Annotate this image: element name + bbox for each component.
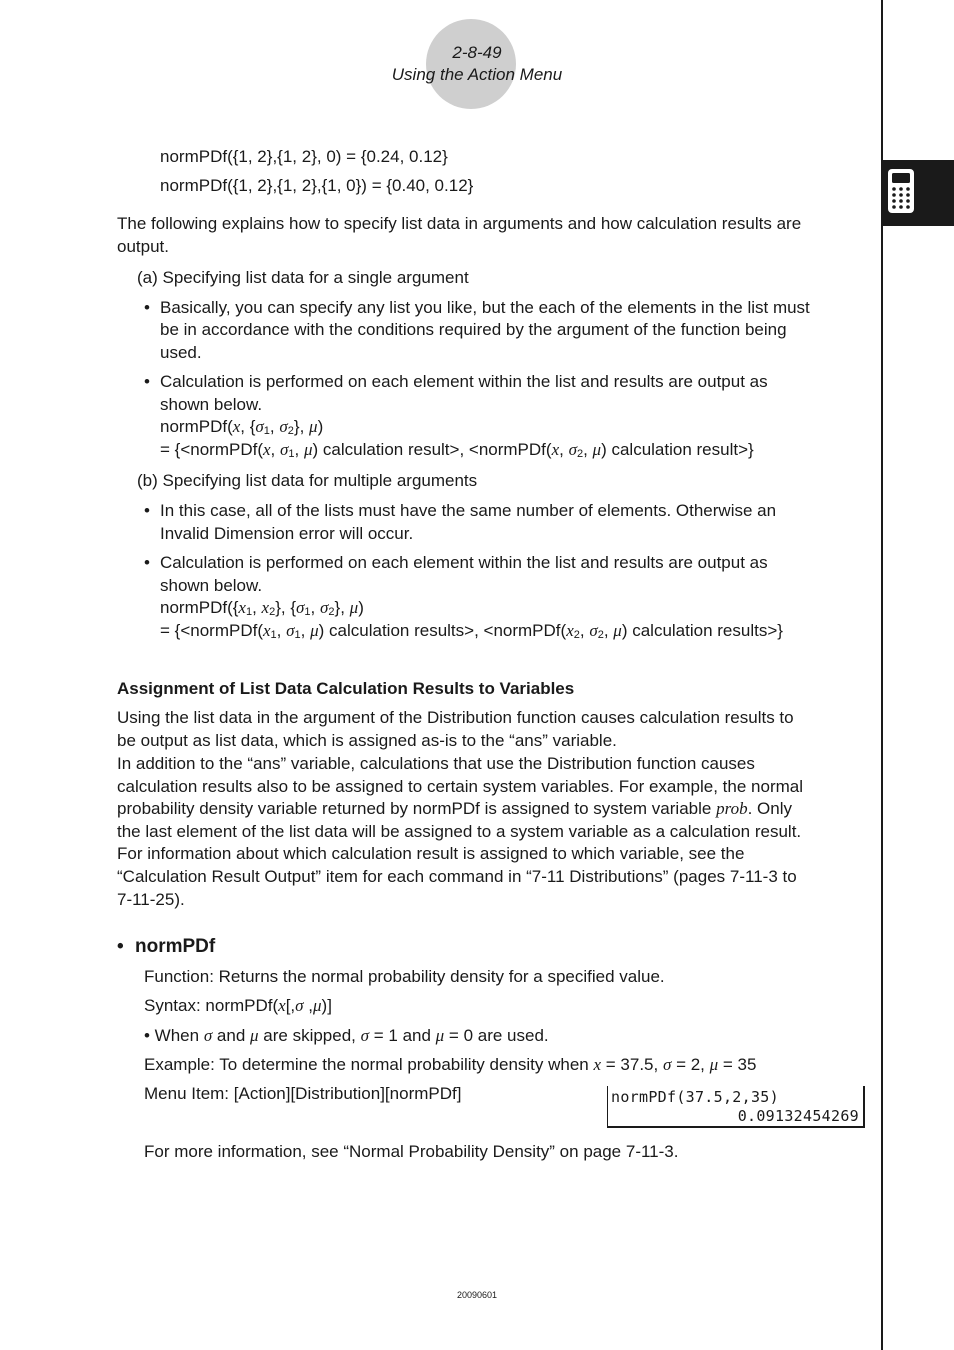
page-number: 2-8-49 <box>452 43 502 62</box>
section-a-formula-result: = {<normPDf(x, σ1, μ) calculation result>, <normPDf(x, σ2, μ) calculation result>} <box>160 440 754 460</box>
section-b-bullet1-line2: Invalid Dimension error will occur. <box>160 524 414 543</box>
bullet-dot: • <box>144 501 150 520</box>
section-a-formula: normPDf(x, {σ1, σ2}, μ) <box>160 417 324 437</box>
normpdf-menu-item: Menu Item: [Action][Distribution][normPDf] <box>144 1084 462 1103</box>
assignment-line-4: calculation results also to be assigned to certain system variables. For example, the normal <box>117 777 803 796</box>
section-a-heading: (a) Specifying list data for a single argument <box>137 268 469 287</box>
header-circle <box>426 19 516 109</box>
section-a-bullet1-line3: used. <box>160 343 202 362</box>
intro-line-2: output. <box>117 237 169 256</box>
screen-result: 0.09132454269 <box>737 1107 859 1125</box>
footer-date: 20090601 <box>456 1290 498 1300</box>
normpdf-when: • When σ and μ are skipped, σ = 1 and μ = 0 are used. <box>144 1026 549 1045</box>
assignment-line-8: “Calculation Result Output” item for each command in “7-11 Distributions” (pages 7-11-3 to <box>117 867 797 886</box>
assignment-title: Assignment of List Data Calculation Results to Variables <box>117 679 575 698</box>
section-a-bullet1-line2: be in accordance with the conditions required by the argument of the function being <box>160 320 787 339</box>
section-a-bullet2-line2: shown below. <box>160 395 263 414</box>
normpdf-bullet: • <box>117 936 124 957</box>
normpdf-more-info: For more information, see “Normal Probability Density” on page 7-11-3. <box>144 1142 679 1161</box>
assignment-line-2: be output as list data, which is assigned as-is to the “ans” variable. <box>117 731 617 750</box>
assignment-line-6: the last element of the list data will be assigned to a system variable as a calculation result. <box>117 822 802 841</box>
section-b-heading: (b) Specifying list data for multiple arguments <box>137 471 478 490</box>
section-title: Using the Action Menu <box>391 65 563 84</box>
normpdf-syntax: Syntax: normPDf(x[,σ ,μ)] <box>144 996 332 1015</box>
assignment-line-9: 7-11-25). <box>117 890 185 909</box>
assignment-line-1: Using the list data in the argument of the Distribution function causes calculation results to <box>117 708 794 727</box>
chapter-tab <box>883 160 954 226</box>
example-line-2: normPDf({1, 2},{1, 2},{1, 0}) = {0.40, 0.12} <box>160 176 474 195</box>
section-a-bullet1-line1: Basically, you can specify any list you like, but the each of the elements in the list must <box>160 298 810 317</box>
section-b-formula-result: = {<normPDf(x1, σ1, μ) calculation results>, <normPDf(x2, σ2, μ) calculation results>} <box>160 621 783 641</box>
section-b-bullet2-line2: shown below. <box>160 576 263 595</box>
calculator-icon <box>887 168 915 214</box>
assignment-line-5: probability density variable returned by normPDf is assigned to system variable prob. Only <box>117 799 792 818</box>
section-a-bullet2-line1: Calculation is performed on each element within the list and results are output as <box>160 372 768 391</box>
assignment-line-7: For information about which calculation result is assigned to which variable, see the <box>117 844 745 863</box>
normpdf-example: Example: To determine the normal probability density when x = 37.5, σ = 2, μ = 35 <box>144 1055 757 1074</box>
example-line-1: normPDf({1, 2},{1, 2}, 0) = {0.24, 0.12} <box>160 147 448 166</box>
bullet-dot: • <box>144 372 150 391</box>
bullet-dot: • <box>144 553 150 572</box>
assignment-line-3: In addition to the “ans” variable, calculations that use the Distribution function causes <box>117 754 755 773</box>
normpdf-function: Function: Returns the normal probability density for a specified value. <box>144 967 665 986</box>
section-b-bullet1-line1: In this case, all of the lists must have the same number of elements. Otherwise an <box>160 501 777 520</box>
screen-input: normPDf(37.5,2,35) <box>611 1088 779 1106</box>
bullet-dot: • <box>144 298 150 317</box>
section-b-bullet2-line1: Calculation is performed on each element within the list and results are output as <box>160 553 768 572</box>
intro-line-1: The following explains how to specify list data in arguments and how calculation results are <box>117 214 802 233</box>
section-b-formula: normPDf({x1, x2}, {σ1, σ2}, μ) <box>160 598 364 618</box>
normpdf-title: normPDf <box>135 936 216 957</box>
calculator-screen <box>607 1086 865 1128</box>
